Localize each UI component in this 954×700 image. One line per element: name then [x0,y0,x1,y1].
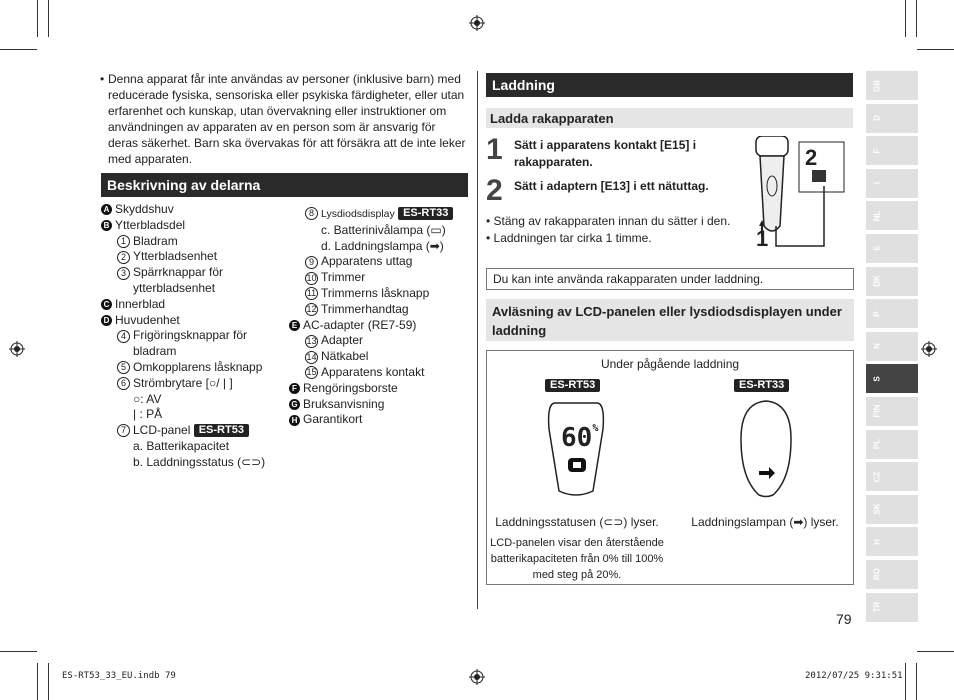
caption-lcd: Laddningsstatusen (⊂⊃) lyser. [495,515,659,529]
led-display-illustration [735,399,797,499]
part-marker: D [101,315,112,326]
language-tab-label: GB [872,79,882,92]
language-tab-tr [866,593,918,622]
part-label: Skyddshuv [115,202,174,216]
crop-mark [905,663,906,700]
part-label: Adapter [321,333,364,348]
language-tab-label: N [872,343,882,350]
shaver-charging-illustration [754,136,854,254]
parts-list-item [101,360,281,376]
part-label: Trimmerhandtag [321,301,409,316]
parts-list-item [101,313,281,329]
language-tab-label: TR [872,601,882,613]
language-tab-label: D [872,115,882,121]
language-tab-label: P [872,310,882,317]
parts-list-item [101,344,281,360]
language-tab-label: I [872,182,882,185]
footer-date: 2012/07/25 9:31:51 [805,671,903,681]
part-sublabel: c. Batterinivålampa (▭) [321,222,446,237]
language-tab-gb [866,71,918,100]
lcd-battery-value [561,423,598,453]
charging-bullets [486,213,730,247]
part-label: Frigöringsknappar för [133,328,248,343]
part-number: 12 [306,304,317,315]
parts-list-item [101,249,281,265]
part-number: 9 [305,256,318,269]
bullet-turn-off: • Stäng av rakapparaten innan du sätter i den. [486,214,731,228]
parts-list-item [101,423,281,439]
registration-mark-icon [469,15,485,31]
part-label: ytterbladsenhet [133,280,216,295]
language-tab-dk [866,267,918,296]
language-tab-label: F [872,148,882,154]
parts-list-item [289,286,469,302]
parts-list-item [101,297,281,313]
part-number: 2 [117,251,130,264]
charging-status-icon [567,457,587,473]
registration-mark-icon [9,341,25,357]
parts-list-item [289,333,469,349]
language-tab-label: E [872,245,882,252]
lcd-value: 60 [561,423,593,453]
registration-mark-icon [921,341,937,357]
parts-list-item [289,365,469,381]
parts-list-item [289,349,469,365]
step-2-text: Sätt i adaptern [E13] i ett nätuttag. [514,179,709,193]
language-tab-h [866,527,918,556]
part-sublabel: d. Laddningslampa (➡) [321,238,444,253]
parts-list-item [289,239,469,255]
parts-list-item [101,392,281,408]
language-tab-n [866,332,918,361]
language-tab-fin [866,397,918,426]
part-label: Garantikort [303,412,363,427]
part-label: Rengöringsborste [303,380,398,395]
warning-text: Denna apparat får inte användas av personer (inklusive barn) med reducerade fysiska, sensoriska eller psykiska färdigheter, eller utan erfarenhet och kunskap, utan övervakning eller instruktioner om användningen av apparaten av en person som är ansvarig för deras säkerhet. Barn ska övervakas för att försäkra att de inte leker med apparaten. [108,72,466,166]
language-tab-d [866,104,918,133]
part-label: Nätkabel [321,349,369,364]
part-label: Apparatens uttag [321,254,413,269]
bullet-duration: • Laddningen tar cirka 1 timme. [486,231,652,245]
crop-mark [917,651,954,652]
part-number: 8 [305,207,318,220]
parts-list-item [289,254,469,270]
language-tab-s [866,364,918,393]
language-tabs [866,71,918,625]
figure-label-1: 1 [756,226,769,251]
parts-list-item [289,381,469,397]
bullet: • [100,72,105,86]
language-tab-label: H [872,538,882,545]
model-tag: ES-RT33 [398,207,453,220]
column-divider [477,71,478,609]
model-tag-a: ES-RT53 [545,379,600,392]
language-tab-ro [866,560,918,589]
parts-list-item [101,218,281,234]
part-label: Ytterbladsenhet [133,249,218,264]
language-tab-label: NL [872,210,882,222]
part-number: 10 [306,272,317,283]
parts-list-item [101,407,281,423]
part-number: 4 [117,330,130,343]
language-tab-nl [866,201,918,230]
language-tab-label: FIN [872,405,882,418]
part-label: ○: AV [133,391,162,406]
part-label: Trimmerns låsknapp [321,285,430,300]
usage-note: Du kan inte använda rakapparaten under laddning. [486,268,854,290]
language-tab-label: DK [872,275,882,287]
crop-mark [905,0,906,37]
language-tab-label: CZ [872,471,882,482]
caption-led: Laddningslampan (➡) lyser. [691,515,839,529]
crop-mark [48,0,49,37]
crop-mark [917,49,954,50]
part-number: 7 [117,424,130,437]
crop-mark [916,0,917,37]
part-label: Bladram [133,233,178,248]
part-label: Lysdiodsdisplay [321,208,395,220]
part-marker: G [289,399,300,410]
parts-list-item [289,302,469,318]
crop-mark [916,663,917,700]
part-number: 14 [306,351,317,362]
charging-heading: Laddning [486,73,853,97]
part-label: LCD-panel [133,423,191,438]
language-tab-label: RO [872,568,882,581]
parts-list-item [101,202,281,218]
registration-mark-icon [469,669,485,685]
parts-list-item [101,281,281,297]
part-label: | : PÅ [133,407,163,422]
part-label: Bruksanvisning [303,396,385,411]
parts-list-2 [289,206,469,428]
parts-list-item [289,397,469,413]
part-number: 1 [117,235,130,248]
part-number: 5 [117,361,130,374]
part-marker: A [101,204,112,215]
part-label: Spärrknappar för [133,265,224,280]
part-number: 13 [306,335,317,346]
part-label: Innerblad [115,296,166,311]
part-label: AC-adapter (RE7-59) [303,317,417,332]
crop-mark [37,0,38,37]
model-tag-b: ES-RT33 [734,379,789,392]
crop-mark [48,663,49,700]
parts-list-item [289,412,469,428]
part-number: 11 [306,288,317,299]
crop-mark [0,49,37,50]
language-tab-e [866,234,918,263]
part-label: bladram [133,344,177,359]
language-tab-label: S [872,376,882,382]
lcd-footnote: LCD-panelen visar den återstående batterikapaciteten från 0% till 100% med steg på 20%. [490,537,664,581]
part-label: Huvudenhet [115,312,180,327]
parts-heading: Beskrivning av delarna [101,173,468,197]
parts-list-item [289,223,469,239]
part-label: Omkopplarens låsknapp [133,359,263,374]
part-sublabel: b. Laddningsstatus (⊂⊃) [133,454,266,469]
parts-list-item [101,439,281,455]
language-tab-f [866,136,918,165]
footer-file: ES-RT53_33_EU.indb 79 [62,671,176,681]
figure-label-2: 2 [805,145,818,170]
parts-list-item [101,234,281,250]
parts-list-item [101,265,281,281]
parts-list-item [101,376,281,392]
parts-list-item [289,270,469,286]
step-1-text: Sätt i apparatens kontakt [E15] i rakapparaten. [514,138,697,169]
language-tab-label: SK [872,503,882,515]
language-tab-pl [866,430,918,459]
parts-list-item [289,318,469,334]
crop-mark [0,651,37,652]
parts-list-item [289,206,469,223]
part-number: 3 [117,267,130,280]
language-tab-p [866,299,918,328]
part-sublabel: a. Batterikapacitet [133,438,230,453]
warning-paragraph [100,71,468,167]
lcd-heading: Avläsning av LCD-panelen eller lysdiodsdisplayen under laddning [486,299,854,341]
part-marker: F [289,383,300,394]
language-tab-cz [866,462,918,491]
part-label: Ytterbladsdel [115,217,186,232]
parts-list-1 [101,202,281,471]
parts-list-item [101,455,281,471]
language-tab-i [866,169,918,198]
part-marker: H [289,415,300,426]
part-label: Strömbrytare [○/ | ] [133,375,233,390]
part-label: Apparatens kontakt [321,364,425,379]
part-marker: C [101,299,112,310]
page-number: 79 [836,611,852,627]
part-number: 15 [306,367,317,378]
part-number: 6 [117,377,130,390]
part-marker: E [289,320,300,331]
part-marker: B [101,220,112,231]
during-charging-label: Under pågående laddning [600,357,740,371]
language-tab-label: PL [872,438,882,450]
parts-list-item [101,328,281,344]
language-tab-sk [866,495,918,524]
lcd-reading-box [486,350,854,585]
step-1-number: 1 [486,133,503,166]
crop-mark [37,663,38,700]
model-tag: ES-RT53 [194,424,249,437]
charging-subheading: Ladda rakapparaten [486,108,853,128]
part-label: Trimmer [321,270,366,285]
step-2-number: 2 [486,174,503,207]
lcd-unit: % [592,423,599,434]
